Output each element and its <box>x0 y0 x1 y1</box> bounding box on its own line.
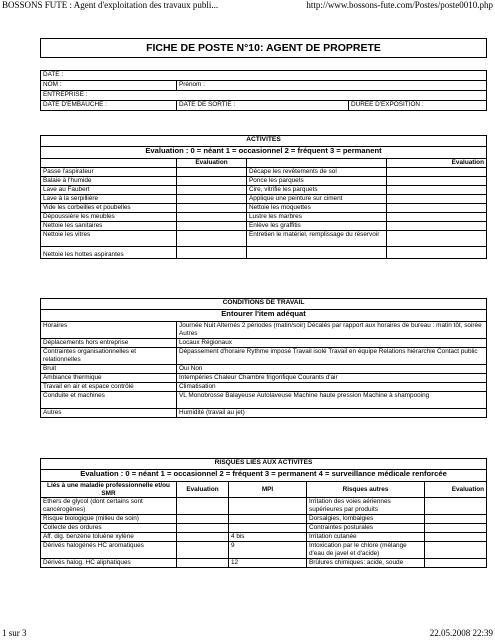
activite-label: Nettoie les vitres <box>41 231 177 247</box>
condition-options[interactable]: Humidité (travail au jet) <box>177 409 487 418</box>
activite-label: Enlève les graffitis <box>247 222 387 231</box>
condition-options[interactable]: Intempéries Chaleur Chambre frigorifique Courants d'air <box>177 374 487 383</box>
risque-eval-input[interactable] <box>425 559 487 568</box>
risque-mpi: 4 bis <box>229 533 307 542</box>
activite-eval-input[interactable] <box>387 168 487 177</box>
activite-label: Décape les revêtements de sol <box>247 168 387 177</box>
risques-col-evaluation-2: Evaluation <box>425 482 487 498</box>
prenom-field[interactable]: Prénom : <box>177 81 487 91</box>
risque-eval-input[interactable] <box>177 533 229 542</box>
activite-label: Lustre les marbres <box>247 213 387 222</box>
activites-eval-header-2: Evaluation <box>387 159 487 168</box>
activites-scale: Evaluation : 0 = néant 1 = occasionnel 2 = fréquent 3 = permanent <box>41 147 487 159</box>
activite-eval-input[interactable] <box>177 222 247 231</box>
risque-eval-input[interactable] <box>177 542 229 559</box>
browser-print-header <box>0 0 495 12</box>
condition-label: Autres <box>41 409 177 418</box>
activite-label: Cire, vitrifie les parquets <box>247 186 387 195</box>
risque-eval-input[interactable] <box>177 515 229 524</box>
risque-eval-input[interactable] <box>425 542 487 559</box>
risque-mpi <box>229 515 307 524</box>
risque-eval-input[interactable] <box>177 524 229 533</box>
activite-eval-input[interactable] <box>387 204 487 213</box>
risque-eval-input[interactable] <box>177 498 229 515</box>
activite-eval-input[interactable] <box>177 168 247 177</box>
risques-scale: Evaluation : 0 = néant 1 = occasionnel 2 = fréquent 3 = permanent 4 = surveillance médicale renforcée <box>41 470 487 482</box>
activite-eval-input[interactable] <box>177 213 247 222</box>
risque-autre-label: Irritation des voies aériennes supérieures par produits <box>307 498 425 515</box>
activite-label: Nettoie les hottes aspirantes <box>41 247 177 259</box>
condition-label: Déplacements hors entreprise <box>41 339 177 348</box>
activite-eval-input[interactable] <box>387 213 487 222</box>
condition-options[interactable]: Dépassement d'horaire Rythme imposé Travail isolé Travail en équipe Relations hiérarchie Contact public <box>177 348 487 365</box>
condition-label: Bruit <box>41 365 177 374</box>
risque-autre-label: Intoxication par le chlore (mélange d'eau de javel et d'acide) <box>307 542 425 559</box>
activite-eval-input[interactable] <box>387 177 487 186</box>
activite-eval-input[interactable] <box>177 231 247 247</box>
footer-page-number: 1 sur 3 <box>2 628 27 638</box>
activite-label <box>247 247 387 259</box>
activite-eval-input[interactable] <box>177 177 247 186</box>
risques-col-evaluation: Evaluation <box>177 482 229 498</box>
activite-label: Ponce les parquets <box>247 177 387 186</box>
risque-mpi <box>229 498 307 515</box>
risque-label: Aff. dig. benzène toluène xylène <box>41 533 177 542</box>
activite-label: Nettoie les sanitaires <box>41 222 177 231</box>
date-sortie-field[interactable]: DATE DE SORTIE : <box>177 101 349 111</box>
activite-eval-input[interactable] <box>387 195 487 204</box>
risque-label: Ethers de glycol (dont certains sont cancérogènes) <box>41 498 177 515</box>
activites-eval-header-1: Evaluation <box>177 159 247 168</box>
condition-options[interactable]: Oui Non <box>177 365 487 374</box>
risques-col-maladie: Liés à une maladie professionnelle et/ou SMR <box>41 482 177 498</box>
duree-exposition-field[interactable]: DUREE D'EXPOSITION : <box>349 101 487 111</box>
entreprise-field[interactable]: ENTREPRISE : <box>41 91 487 101</box>
risques-heading: RISQUES LIES AUX ACTIVITES <box>41 459 487 470</box>
risque-autre-label: Irritation cutanée <box>307 533 425 542</box>
activite-label: Entretien le matériel, remplissage du réservoir <box>247 231 387 247</box>
activite-label: Applique une peinture sur ciment <box>247 195 387 204</box>
condition-options[interactable]: Climatisation <box>177 383 487 392</box>
date-field[interactable]: DATE : <box>41 71 487 81</box>
condition-label: Conduite et machines <box>41 392 177 409</box>
risque-eval-input[interactable] <box>177 559 229 568</box>
risque-mpi: 9 <box>229 542 307 559</box>
condition-label: Horaires <box>41 322 177 339</box>
activite-label: Passe l'aspirateur <box>41 168 177 177</box>
conditions-table <box>40 298 487 418</box>
conditions-sub: Entourer l'item adéquat <box>41 310 487 322</box>
page-title: FICHE DE POSTE N°10: AGENT DE PROPRETE <box>40 38 487 58</box>
activite-eval-input[interactable] <box>387 231 487 247</box>
risques-table <box>40 458 487 568</box>
activite-eval-input[interactable] <box>177 247 247 259</box>
risque-autre-label: Dorsalgies, lombalgies <box>307 515 425 524</box>
activite-eval-input[interactable] <box>177 195 247 204</box>
condition-label: Ambiance thermique <box>41 374 177 383</box>
risque-eval-input[interactable] <box>425 498 487 515</box>
risques-col-mpi: MPI <box>229 482 307 498</box>
nom-field[interactable]: NOM : <box>41 81 177 91</box>
risque-autre-label: Brûlures chimiques: acide, soude <box>307 559 425 568</box>
risque-mpi: 12 <box>229 559 307 568</box>
activite-label: Dépoussière les meubles <box>41 213 177 222</box>
risque-label: Dérivés halogénés HC aromatiques <box>41 542 177 559</box>
risques-col-autres: Risques autres <box>307 482 425 498</box>
conditions-heading: CONDITIONS DE TRAVAIL <box>41 299 487 310</box>
activite-label: Lave au Faubert <box>41 186 177 195</box>
activite-label: Vide les corbeilles et poubelles <box>41 204 177 213</box>
activite-eval-input[interactable] <box>387 186 487 195</box>
risque-autre-label: Contraintes posturales <box>307 524 425 533</box>
activite-eval-input[interactable] <box>177 186 247 195</box>
activite-label: Balaie à l'humide <box>41 177 177 186</box>
risque-label: Dérivés halog. HC aliphatiques <box>41 559 177 568</box>
browser-print-footer <box>0 628 495 640</box>
risque-eval-input[interactable] <box>425 524 487 533</box>
risque-label: Risque biologique (milieu de soin) <box>41 515 177 524</box>
condition-options[interactable]: Journée Nuit Alternés 2 périodes (matin/soir) Décalés par rapport aux horaires de bureau : matin tôt, soirée Autres <box>177 322 487 339</box>
condition-options[interactable]: VL Monobrosse Balayeuse Autolaveuse Machine haute pression Machine à shampooing <box>177 392 487 409</box>
risque-label: Collecte des ordures <box>41 524 177 533</box>
activite-label: Lave à la serpillière <box>41 195 177 204</box>
activite-eval-input[interactable] <box>387 247 487 259</box>
risque-eval-input[interactable] <box>425 515 487 524</box>
condition-options[interactable]: Locaux Régionaux <box>177 339 487 348</box>
header-page-title: BOSSONS FUTE : Agent d'exploitation des travaux publi... <box>2 0 219 10</box>
footer-timestamp: 22.05.2008 22:39 <box>429 628 493 638</box>
identity-table <box>40 70 487 111</box>
activites-heading: ACTIVITES <box>41 136 487 147</box>
risque-mpi <box>229 524 307 533</box>
activite-eval-input[interactable] <box>177 204 247 213</box>
activites-table <box>40 135 487 259</box>
risque-eval-input[interactable] <box>425 533 487 542</box>
condition-label: Contraintes organisationnelles et relationnelles <box>41 348 177 365</box>
activite-label: Nettoie les moquettes <box>247 204 387 213</box>
activite-eval-input[interactable] <box>387 222 487 231</box>
date-embauche-field[interactable]: DATE D'EMBAUCHE : <box>41 101 177 111</box>
condition-label: Travail en air et espace contrôlé <box>41 383 177 392</box>
header-url: http://www.bossons-fute.com/Postes/poste0010.php <box>306 0 493 10</box>
